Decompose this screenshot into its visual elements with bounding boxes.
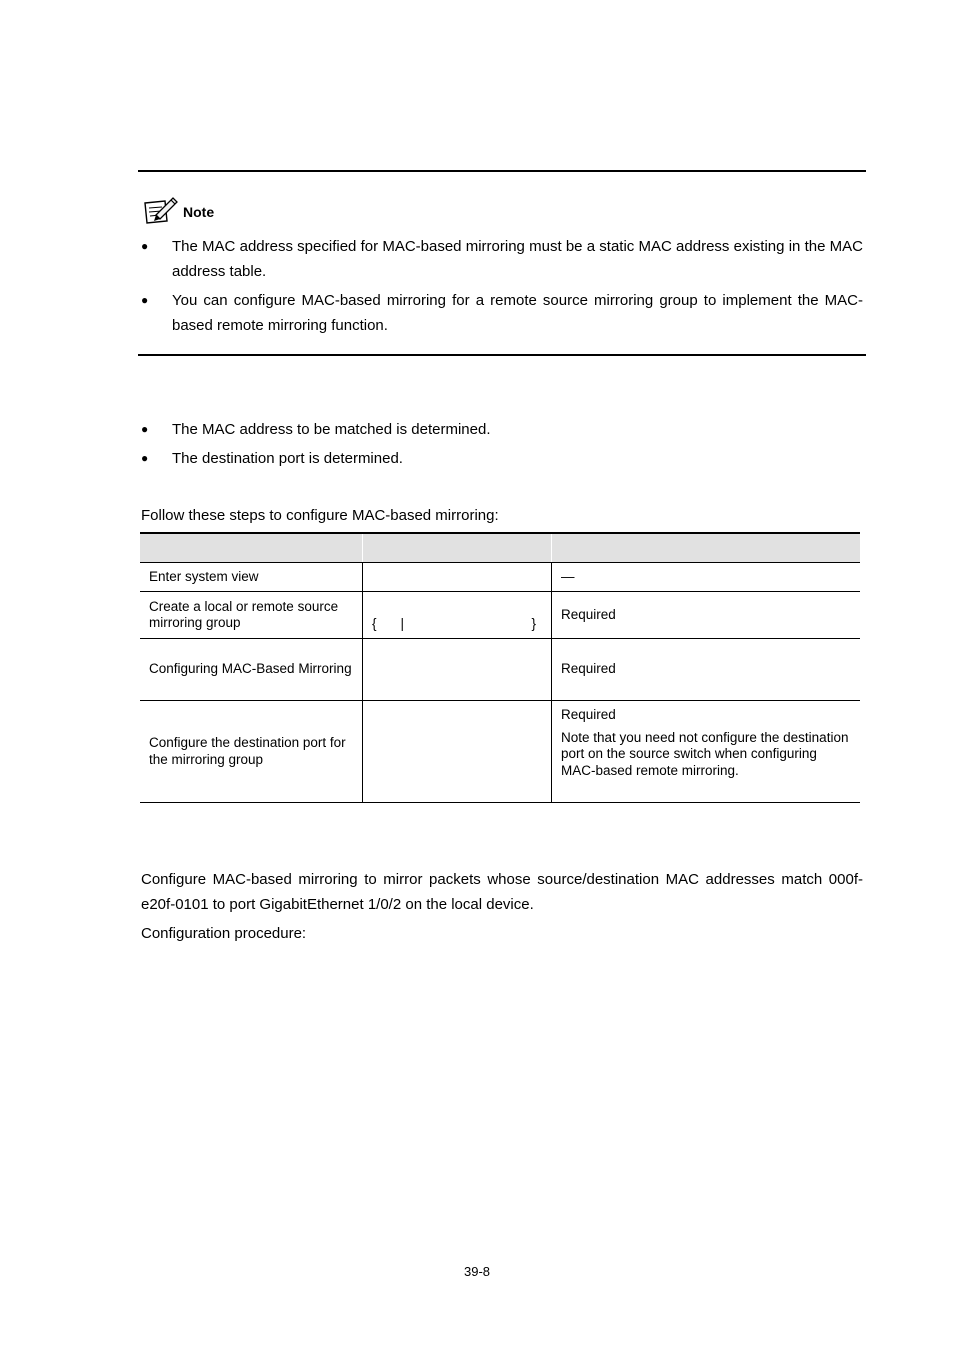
note-item: [141, 288, 863, 338]
command-syntax: [372, 616, 536, 633]
cell-remarks: Required: [552, 592, 861, 639]
example-description: Configure MAC-based mirroring to mirror packets whose source/destination MAC addresses match 000f-e20f-0101 to port GigabitEthernet 1/0/2 on the local device.: [141, 871, 863, 913]
prerequisite-text: The destination port is determined.: [172, 450, 403, 467]
cell-operation: Create a local or remote source mirroring group: [140, 592, 363, 639]
note-pencil-icon: [142, 194, 180, 224]
cell-remarks: —: [552, 563, 861, 592]
note-header: [142, 190, 214, 224]
table-row: [140, 563, 860, 592]
cell-command: [363, 701, 552, 803]
note-bottom-rule: [138, 354, 866, 356]
note-item: [141, 234, 863, 284]
prerequisite-text: The MAC address to be matched is determined.: [172, 421, 491, 438]
cell-operation: Configuring MAC-Based Mirroring: [140, 639, 363, 701]
cell-remarks: Required: [552, 639, 861, 701]
brace-close: }: [531, 615, 536, 631]
table-row: [140, 701, 860, 803]
prerequisite-item: [141, 417, 863, 442]
remarks-note: Note that you need not configure the destination port on the source switch when configuring MAC-based remote mirroring.: [561, 729, 849, 778]
page-number: 39-8: [463, 1264, 491, 1279]
table-row: [140, 639, 860, 701]
cell-command: [363, 563, 552, 592]
cell-command: [363, 639, 552, 701]
cell-remarks: [552, 701, 861, 803]
cell-command: [363, 592, 552, 639]
note-top-rule: [138, 170, 866, 172]
bullet-dot-icon: ●: [141, 293, 149, 307]
brace-open: {: [372, 615, 377, 631]
cell-operation: Enter system view: [140, 563, 363, 592]
header-remarks: [552, 533, 861, 563]
header-operation: [140, 533, 363, 563]
bullet-dot-icon: ●: [141, 451, 149, 465]
header-command: [363, 533, 552, 563]
bullet-dot-icon: ●: [141, 239, 149, 253]
note-item-text: The MAC address specified for MAC-based mirroring must be a static MAC address existing in the MAC address table.: [172, 238, 863, 280]
prerequisite-item: [141, 446, 863, 471]
note-item-text: You can configure MAC-based mirroring for a remote source mirroring group to implement the MAC-based remote mirroring function.: [172, 292, 863, 334]
configuration-procedure-label: Configuration procedure:: [141, 925, 307, 942]
remarks-required: Required: [561, 707, 616, 722]
steps-intro: Follow these steps to configure MAC-based mirroring:: [141, 507, 499, 524]
table-row: [140, 592, 860, 639]
cell-operation: Configure the destination port for the mirroring group: [140, 701, 363, 803]
table-header-row: [140, 533, 860, 563]
note-label: Note: [183, 204, 215, 220]
bullet-dot-icon: ●: [141, 422, 149, 436]
brace-bar: |: [400, 615, 405, 631]
steps-table: [140, 532, 860, 803]
